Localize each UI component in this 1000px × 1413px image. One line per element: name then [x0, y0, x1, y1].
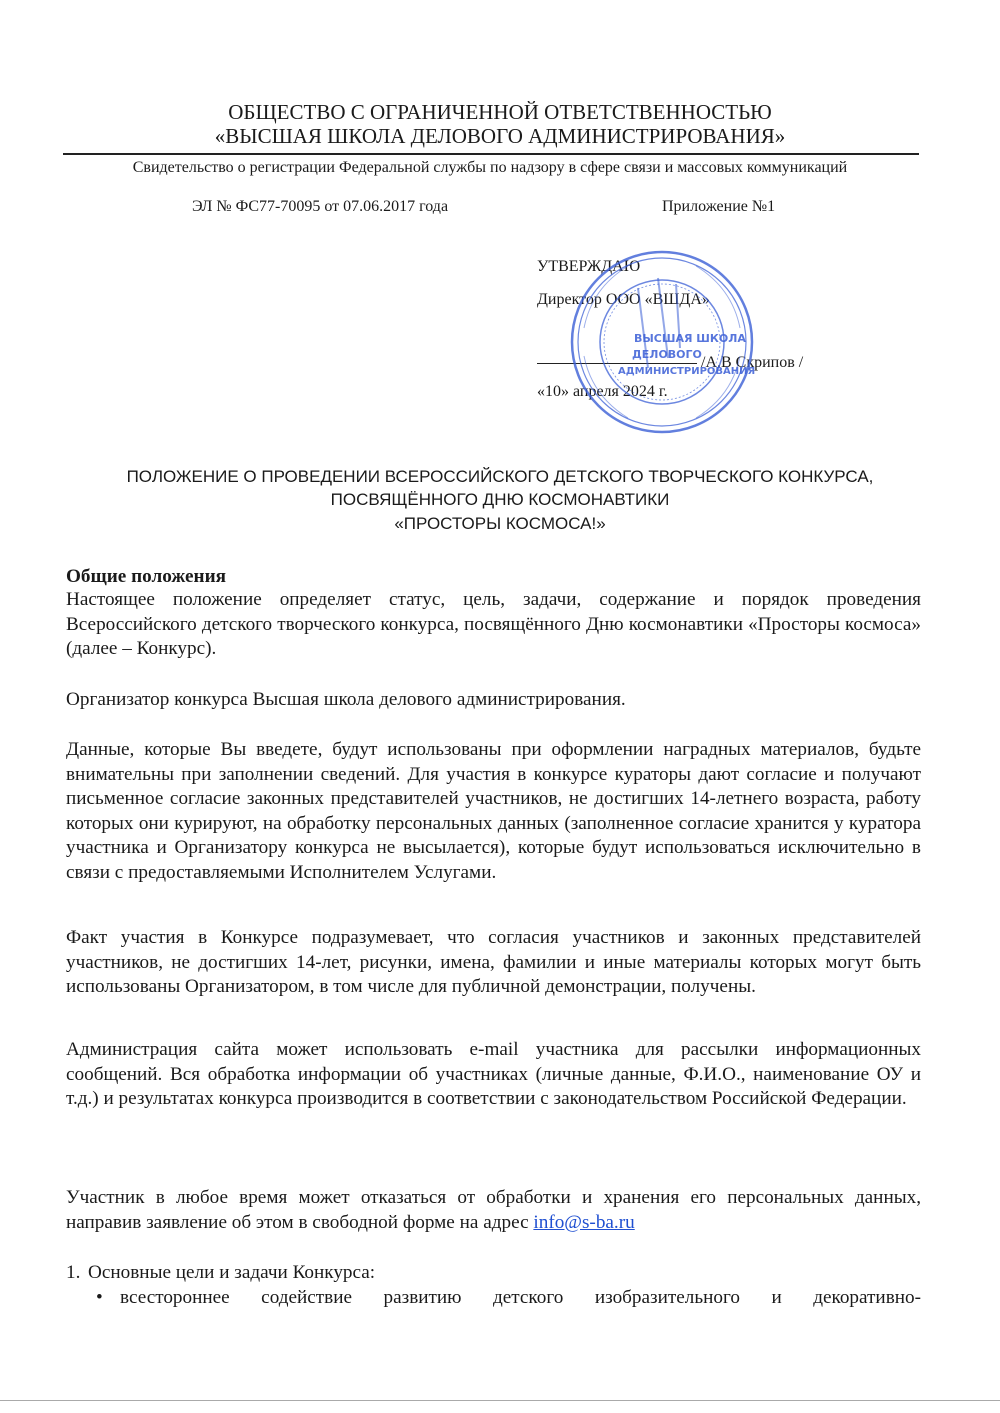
paragraph-status: Настоящее положение определяет статус, цель, задачи, содержание и порядок проведения Всероссийского детского творческого конкурса, посвящённого Дню космонавтики «Просторы космоса» (далее – Конкурс). [66, 589, 921, 659]
paragraph-participation: Факт участия в Конкурсе подразумевает, что согласия участников и законных представителей участников, не достигших 14-лет, рисунки, имена, фамилии и иные материалы которых могут быть использованы Организатором, в том числе для публичной демонстрации, получены. [66, 927, 921, 997]
director-label: Директор ООО «ВШДА» [537, 291, 710, 308]
paragraph-email-usage: Администрация сайта может использовать e-mail участника для рассылки информационных сообщений. Вся обработка информации об участниках (личные данные, Ф.И.О., наименование ОУ и т.д.) и результатах конкурса производится в соответствии с законодательством Российской Федерации. [66, 1039, 921, 1109]
list-item-text: Основные цели и задачи Конкурса: [88, 1262, 376, 1283]
approval-date: «10» апреля 2024 г. [537, 383, 668, 400]
document-title-line1: ПОЛОЖЕНИЕ О ПРОВЕДЕНИИ ВСЕРОССИЙСКОГО ДЕТСКОГО ТВОРЧЕСКОГО КОНКУРСА, [126, 467, 874, 486]
paragraph-organizer: Организатор конкурса Высшая школа делового администрирования. [66, 689, 626, 710]
list-number: 1. [66, 1262, 81, 1283]
bullet-text: всестороннее содействие развитию детского изобразительного и декоративно- [120, 1287, 921, 1308]
bullet-icon: • [96, 1287, 103, 1308]
appendix-label: Приложение №1 [662, 198, 776, 215]
approve-label: УТВЕРЖДАЮ [537, 258, 641, 275]
paragraph-data-consent: Данные, которые Вы введете, будут использованы при оформлении наградных материалов, будьте внимательны при заполнении сведений. Для участия в конкурсе кураторы дают согласие и получают письменное согласие законных представителей участников, не достигших 14-летнего возраста, работу которых они курируют, на обработку персональных данных (заполненное согласие хранится у куратора участника и Организатору конкурса не высылается), которые будут использоваться исключительно в связи с предоставляемыми Исполнителем Услугами. [66, 739, 921, 883]
stamp-text-line3: АДМИНИСТРИРОВАНИЯ [618, 366, 756, 377]
paragraph-withdrawal [66, 1186, 921, 1235]
bullet-item [96, 1286, 921, 1311]
withdrawal-text: Участник в любое время может отказаться от обработки и хранения его персональных данных, направив заявление об этом в свободной форме на адрес [66, 1187, 921, 1233]
registration-number: ЭЛ № ФС77-70095 от 07.06.2017 года [192, 198, 449, 215]
section-heading: Общие положения [66, 566, 227, 587]
email-link[interactable]: info@s-ba.ru [533, 1211, 635, 1233]
document-title-line3: «ПРОСТОРЫ КОСМОСА!» [394, 514, 606, 533]
scan-edge-line [0, 1400, 1000, 1401]
header-divider [63, 153, 919, 155]
org-name-line2: «ВЫСШАЯ ШКОЛА ДЕЛОВОГО АДМИНИСТРИРОВАНИЯ» [214, 124, 786, 148]
signatory-name: /А.В Скрипов / [701, 354, 804, 371]
stamp-text-line1: ВЫСШАЯ ШКОЛА [634, 332, 746, 345]
org-name-line1: ОБЩЕСТВО С ОГРАНИЧЕННОЙ ОТВЕТСТВЕННОСТЬЮ [228, 100, 772, 124]
list-item [66, 1262, 375, 1284]
stamp-text-line2: ДЕЛОВОГО [632, 348, 702, 361]
company-seal-stamp [568, 248, 756, 436]
certificate-text: Свидетельство о регистрации Федеральной службы по надзору в сфере связи и массовых коммуникаций [132, 159, 848, 176]
document-title-line2: ПОСВЯЩЁННОГО ДНЮ КОСМОНАВТИКИ [330, 490, 670, 509]
